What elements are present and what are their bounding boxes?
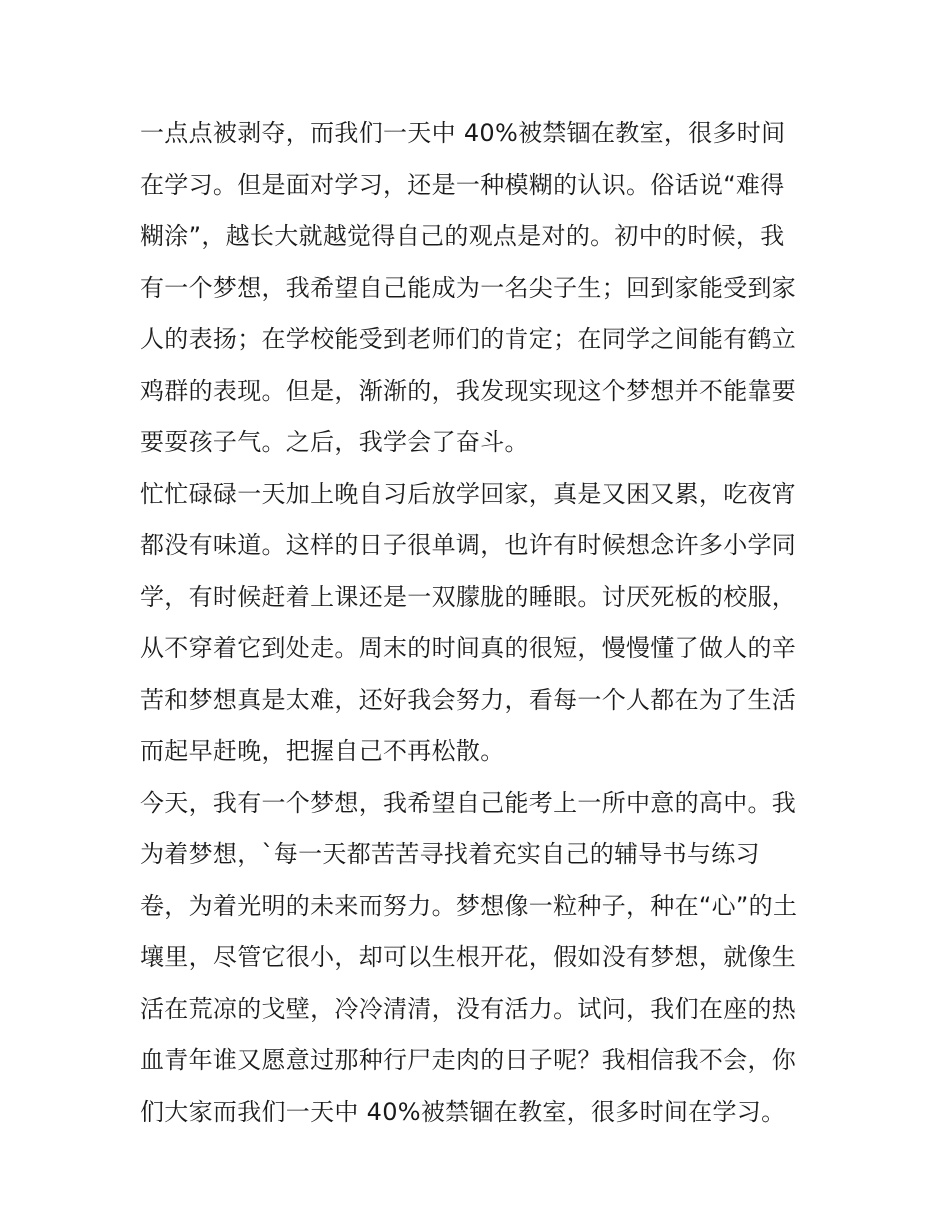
text-line: 在学习。但是面对学习，还是一种模糊的认识。俗话说“难得 bbox=[140, 170, 785, 199]
text-line: 而起早赶晚，把握自己不再松散。 bbox=[140, 737, 505, 765]
text-line: 人的表扬；在学校能受到老师们的肯定；在同学之间能有鹤立 bbox=[140, 325, 797, 353]
text-line: 要耍孩子气。之后，我学会了奋斗。 bbox=[140, 428, 529, 456]
text-line: 从不穿着它到处走。周末的时间真的很短，慢慢懂了做人的辛 bbox=[140, 634, 797, 662]
text-line: 糊涂”，越长大就越觉得自己的观点是对的。初中的时候，我 bbox=[140, 222, 785, 250]
text-line: 学，有时候赶着上课还是一双朦胧的睡眼。讨厌死板的校服， bbox=[140, 582, 797, 611]
text-line: 卷，为着光明的未来而努力。梦想像一粒种子，种在“心”的土 bbox=[140, 891, 798, 920]
text-line: 鸡群的表现。但是，渐渐的，我发现实现这个梦想并不能靠要 bbox=[140, 376, 797, 405]
text-line: 壤里，尽管它很小，却可以生根开花，假如没有梦想，就像生 bbox=[140, 943, 797, 971]
document-body bbox=[140, 108, 830, 1138]
text-line: 一点点被剥夺，而我们一天中 40%被禁锢在教室，很多时间 bbox=[140, 119, 786, 147]
text-line: 为着梦想，`每一天都苦苦寻找着充实自己的辅导书与练习 bbox=[140, 840, 760, 868]
text-line: 血青年谁又愿意过那种行尸走肉的日子呢？我相信我不会，你 bbox=[140, 1046, 797, 1074]
text-line: 有一个梦想，我希望自己能成为一名尖子生；回到家能受到家 bbox=[140, 273, 797, 302]
text-line: 们大家而我们一天中 40%被禁锢在教室，很多时间在学习。 bbox=[140, 1097, 786, 1126]
text-line: 活在荒凉的戈壁，冷冷清清，没有活力。试问，我们在座的热 bbox=[140, 994, 797, 1023]
text-line: 忙忙碌碌一天加上晚自习后放学回家，真是又困又累，吃夜宵 bbox=[140, 479, 797, 508]
text-line: 都没有味道。这样的日子很单调，也许有时候想念许多小学同 bbox=[140, 531, 797, 559]
text-line: 今天，我有一个梦想，我希望自己能考上一所中意的高中。我 bbox=[140, 788, 797, 817]
text-line: 苦和梦想真是太难，还好我会努力，看每一个人都在为了生活 bbox=[140, 685, 797, 714]
